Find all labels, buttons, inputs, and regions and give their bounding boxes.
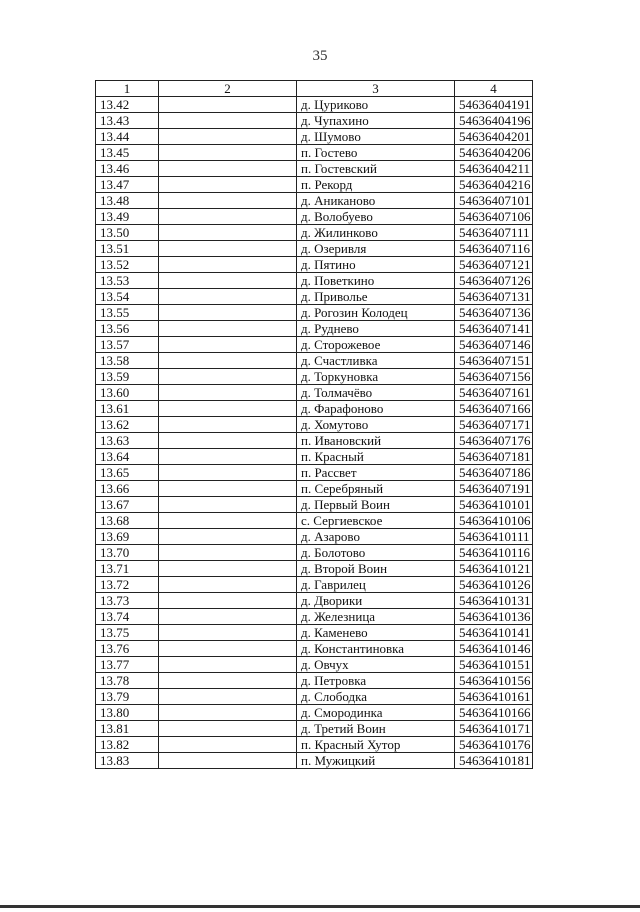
settlement-name-cell: п. Рассвет [297,465,455,481]
oktmo-code-cell: 54636404206 [455,145,533,161]
column-2-cell [159,625,297,641]
oktmo-code-cell: 54636404216 [455,177,533,193]
settlement-name-cell: д. Петровка [297,673,455,689]
settlement-name-cell: д. Константиновка [297,641,455,657]
page-number: 35 [312,48,328,64]
column-2-cell [159,433,297,449]
table-row [96,289,533,305]
row-number-cell: 13.45 [96,145,159,161]
oktmo-code-cell: 54636407186 [455,465,533,481]
settlement-name-cell: д. Фарафоново [297,401,455,417]
oktmo-code-cell: 54636410106 [455,513,533,529]
settlement-name-cell: д. Сторожевое [297,337,455,353]
row-number-cell: 13.62 [96,417,159,433]
settlement-name-cell: д. Каменево [297,625,455,641]
oktmo-code-cell: 54636410131 [455,593,533,609]
settlement-name-cell: п. Гостевский [297,161,455,177]
column-2-cell [159,337,297,353]
column-2-cell [159,609,297,625]
oktmo-code-cell: 54636407141 [455,321,533,337]
column-2-cell [159,689,297,705]
settlement-name-cell: д. Волобуево [297,209,455,225]
row-number-cell: 13.50 [96,225,159,241]
settlement-name-cell: д. Хомутово [297,417,455,433]
oktmo-code-cell: 54636410181 [455,753,533,769]
table-row [96,753,533,769]
column-2-cell [159,705,297,721]
table-row [96,465,533,481]
oktmo-code-cell: 54636407171 [455,417,533,433]
row-number-cell: 13.46 [96,161,159,177]
row-number-cell: 13.55 [96,305,159,321]
table-row [96,417,533,433]
settlement-name-cell: д. Приволье [297,289,455,305]
settlement-name-cell: д. Пятино [297,257,455,273]
oktmo-code-cell: 54636410111 [455,529,533,545]
settlement-name-cell: д. Толмачёво [297,385,455,401]
row-number-cell: 13.71 [96,561,159,577]
column-2-cell [159,369,297,385]
row-number-cell: 13.79 [96,689,159,705]
oktmo-code-cell: 54636410176 [455,737,533,753]
row-number-cell: 13.52 [96,257,159,273]
row-number-cell: 13.81 [96,721,159,737]
column-2-cell [159,657,297,673]
column-2-cell [159,385,297,401]
row-number-cell: 13.69 [96,529,159,545]
table-row [96,593,533,609]
table-row [96,113,533,129]
oktmo-code-cell: 54636407151 [455,353,533,369]
row-number-cell: 13.61 [96,401,159,417]
row-number-cell: 13.44 [96,129,159,145]
settlement-name-cell: п. Красный Хутор [297,737,455,753]
settlement-name-cell: д. Аниканово [297,193,455,209]
table-row [96,321,533,337]
table-row [96,177,533,193]
row-number-cell: 13.68 [96,513,159,529]
oktmo-code-cell: 54636407136 [455,305,533,321]
row-number-cell: 13.51 [96,241,159,257]
column-2-cell [159,449,297,465]
table-row [96,705,533,721]
oktmo-code-cell: 54636410151 [455,657,533,673]
table-row [96,529,533,545]
table-row [96,609,533,625]
table-row [96,97,533,113]
column-header-4: 4 [455,81,533,97]
row-number-cell: 13.73 [96,593,159,609]
settlement-name-cell: д. Торкуновка [297,369,455,385]
row-number-cell: 13.49 [96,209,159,225]
settlement-name-cell: д. Рогозин Колодец [297,305,455,321]
oktmo-code-cell: 54636410101 [455,497,533,513]
row-number-cell: 13.53 [96,273,159,289]
column-2-cell [159,593,297,609]
oktmo-code-cell: 54636407121 [455,257,533,273]
oktmo-code-cell: 54636410141 [455,625,533,641]
settlement-name-cell: п. Красный [297,449,455,465]
column-2-cell [159,273,297,289]
settlement-name-cell: д. Болотово [297,545,455,561]
settlement-name-cell: п. Рекорд [297,177,455,193]
table-row [96,433,533,449]
column-2-cell [159,145,297,161]
oktmo-code-cell: 54636407126 [455,273,533,289]
table-row [96,721,533,737]
table-body [96,97,533,769]
column-2-cell [159,305,297,321]
settlement-name-cell: д. Поветкино [297,273,455,289]
column-2-cell [159,481,297,497]
oktmo-code-cell: 54636407161 [455,385,533,401]
table-row [96,481,533,497]
oktmo-code-cell: 54636407156 [455,369,533,385]
column-2-cell [159,401,297,417]
table-row [96,305,533,321]
row-number-cell: 13.76 [96,641,159,657]
table-header-row [96,81,533,97]
oktmo-code-cell: 54636407181 [455,449,533,465]
column-2-cell [159,737,297,753]
row-number-cell: 13.78 [96,673,159,689]
oktmo-code-cell: 54636410116 [455,545,533,561]
column-2-cell [159,721,297,737]
row-number-cell: 13.72 [96,577,159,593]
settlement-name-cell: д. Дворики [297,593,455,609]
settlement-name-cell: д. Шумово [297,129,455,145]
column-2-cell [159,241,297,257]
oktmo-code-cell: 54636404191 [455,97,533,113]
settlement-name-cell: д. Руднево [297,321,455,337]
table-row [96,689,533,705]
table-row [96,257,533,273]
table-row [96,129,533,145]
oktmo-code-cell: 54636410146 [455,641,533,657]
settlement-name-cell: д. Третий Воин [297,721,455,737]
table-row [96,193,533,209]
table-row [96,561,533,577]
column-2-cell [159,289,297,305]
table-row [96,385,533,401]
table-row [96,369,533,385]
column-2-cell [159,113,297,129]
column-2-cell [159,561,297,577]
row-number-cell: 13.82 [96,737,159,753]
table-row [96,401,533,417]
settlement-name-cell: д. Гаврилец [297,577,455,593]
column-2-cell [159,497,297,513]
settlement-name-cell: п. Серебряный [297,481,455,497]
table-row [96,225,533,241]
table-row [96,241,533,257]
oktmo-code-cell: 54636410121 [455,561,533,577]
oktmo-code-cell: 54636410161 [455,689,533,705]
settlement-name-cell: д. Первый Воин [297,497,455,513]
oktmo-code-cell: 54636407101 [455,193,533,209]
row-number-cell: 13.60 [96,385,159,401]
column-2-cell [159,321,297,337]
row-number-cell: 13.54 [96,289,159,305]
column-2-cell [159,513,297,529]
column-2-cell [159,673,297,689]
oktmo-code-cell: 54636404196 [455,113,533,129]
table-row [96,273,533,289]
row-number-cell: 13.66 [96,481,159,497]
row-number-cell: 13.83 [96,753,159,769]
settlement-name-cell: д. Железница [297,609,455,625]
oktmo-code-cell: 54636407111 [455,225,533,241]
settlement-name-cell: п. Ивановский [297,433,455,449]
row-number-cell: 13.75 [96,625,159,641]
column-2-cell [159,545,297,561]
table-row [96,625,533,641]
row-number-cell: 13.59 [96,369,159,385]
settlement-name-cell: д. Счастливка [297,353,455,369]
oktmo-code-cell: 54636410126 [455,577,533,593]
table-row [96,449,533,465]
oktmo-code-cell: 54636407106 [455,209,533,225]
settlement-name-cell: д. Слободка [297,689,455,705]
table-row [96,673,533,689]
column-2-cell [159,465,297,481]
column-2-cell [159,225,297,241]
oktmo-code-cell: 54636410171 [455,721,533,737]
column-2-cell [159,161,297,177]
column-2-cell [159,529,297,545]
settlement-name-cell: д. Чупахино [297,113,455,129]
table-row [96,497,533,513]
column-2-cell [159,193,297,209]
oktmo-code-cell: 54636410156 [455,673,533,689]
row-number-cell: 13.48 [96,193,159,209]
column-2-cell [159,641,297,657]
oktmo-code-cell: 54636407131 [455,289,533,305]
row-number-cell: 13.63 [96,433,159,449]
row-number-cell: 13.77 [96,657,159,673]
oktmo-code-cell: 54636410166 [455,705,533,721]
settlement-name-cell: д. Жилинково [297,225,455,241]
row-number-cell: 13.56 [96,321,159,337]
row-number-cell: 13.58 [96,353,159,369]
row-number-cell: 13.43 [96,113,159,129]
row-number-cell: 13.74 [96,609,159,625]
table-row [96,145,533,161]
column-2-cell [159,417,297,433]
table-row [96,577,533,593]
row-number-cell: 13.67 [96,497,159,513]
settlement-name-cell: д. Цуриково [297,97,455,113]
oktmo-code-cell: 54636404211 [455,161,533,177]
column-2-cell [159,177,297,193]
table-row [96,657,533,673]
column-header-3: 3 [297,81,455,97]
settlement-name-cell: д. Азарово [297,529,455,545]
oktmo-code-cell: 54636407166 [455,401,533,417]
column-2-cell [159,129,297,145]
column-header-2: 2 [159,81,297,97]
oktmo-code-cell: 54636407146 [455,337,533,353]
column-2-cell [159,257,297,273]
settlement-name-cell: д. Озеривля [297,241,455,257]
settlement-name-cell: д. Смородинка [297,705,455,721]
row-number-cell: 13.65 [96,465,159,481]
column-2-cell [159,753,297,769]
row-number-cell: 13.80 [96,705,159,721]
settlement-name-cell: с. Сергиевское [297,513,455,529]
settlements-table [95,80,533,769]
table-row [96,513,533,529]
oktmo-code-cell: 54636407176 [455,433,533,449]
table-row [96,161,533,177]
table-row [96,641,533,657]
row-number-cell: 13.64 [96,449,159,465]
column-2-cell [159,97,297,113]
row-number-cell: 13.70 [96,545,159,561]
table-row [96,209,533,225]
table-row [96,337,533,353]
oktmo-code-cell: 54636404201 [455,129,533,145]
settlement-name-cell: п. Гостево [297,145,455,161]
column-header-1: 1 [96,81,159,97]
row-number-cell: 13.57 [96,337,159,353]
settlement-name-cell: п. Мужицкий [297,753,455,769]
table-row [96,545,533,561]
row-number-cell: 13.47 [96,177,159,193]
oktmo-code-cell: 54636410136 [455,609,533,625]
column-2-cell [159,209,297,225]
column-2-cell [159,577,297,593]
oktmo-code-cell: 54636407116 [455,241,533,257]
settlement-name-cell: д. Овчух [297,657,455,673]
scan-edge-line [0,905,640,908]
table-row [96,737,533,753]
table-row [96,353,533,369]
row-number-cell: 13.42 [96,97,159,113]
oktmo-code-cell: 54636407191 [455,481,533,497]
column-2-cell [159,353,297,369]
settlement-name-cell: д. Второй Воин [297,561,455,577]
